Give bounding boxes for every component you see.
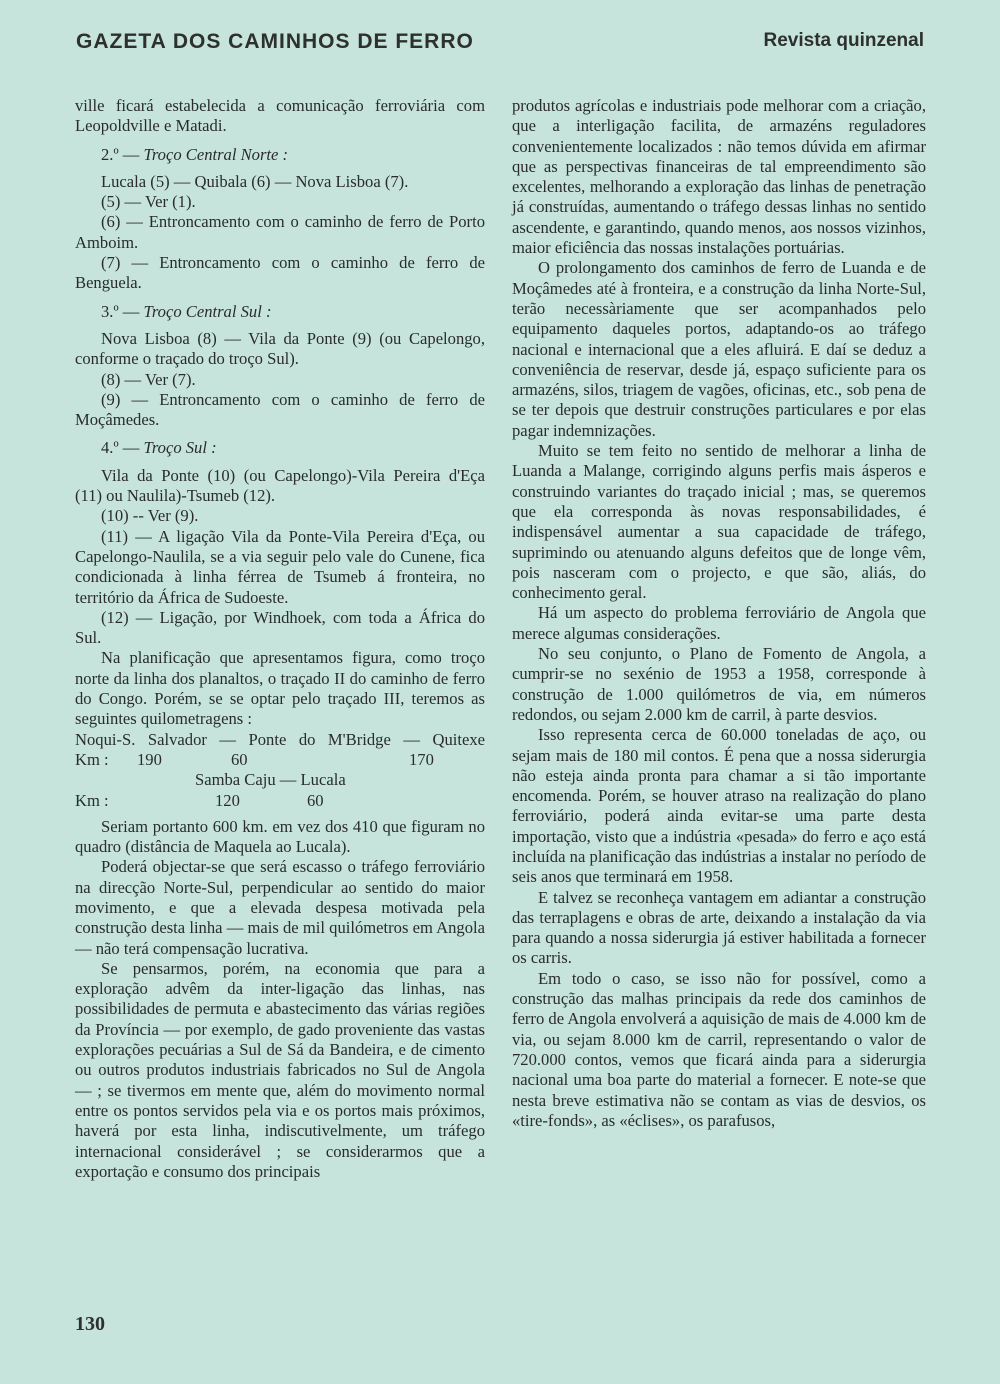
section-number: 3.º — (101, 301, 140, 321)
journal-title: GAZETA DOS CAMINHOS DE FERRO (76, 30, 474, 53)
km-value: 120 (215, 790, 240, 810)
paragraph: E talvez se reconheça vantagem em adiantar a construção das terraplagens e obras de arte, deixando a instalação da via para quando a nossa siderurgia já estiver habilitada a fornecer os carris. (512, 887, 926, 968)
section-title: Troço Central Norte : (143, 144, 289, 164)
route-line: Samba Caju — Lucala (195, 770, 346, 790)
section-heading-4 (75, 438, 485, 458)
list-line: (8) — Ver (7). (101, 369, 196, 389)
km-label: Km : (75, 790, 109, 810)
km-row (75, 750, 485, 770)
paragraph: O prolongamento dos caminhos de ferro de Luanda e de Moçâmedes até à fronteira, e a construção da linha Norte-Sul, terão necessàriamente que ser acompanhados pelo equipamento daqueles portos, adaptando-os ao tráfego nacional e internacional que a eles afluirá. E daí se deduz a conveniência de reservar, desde já, espaço suficiente para os armazéns, silos, triagem de vagões, oficinas, etc., sob pena de se ter depois que destruir construções particulares e por elas pagar indemnizações. (512, 258, 926, 440)
section-title: Troço Central Sul : (143, 301, 272, 321)
list-line: Nova Lisboa (8) — Vila da Ponte (9) (ou Capelongo, conforme o traçado do troço Sul). (75, 328, 485, 369)
paragraph: produtos agrícolas e industriais pode melhorar com a criação, que a interligação facilita, de armazéns reguladores convenientemente localizados : não temos dúvida em afirmar que as perspectivas financeiras de tal empreendimento são excelentes, melhorando a exploração das linhas de penetração já construídas, aumentando o tráfego dessas linhas no sentido ascendente, e garantindo, quando menos, aos nossos vizinhos, maior eficiência das nossas instalações portuárias. (512, 96, 926, 258)
route-line: Noqui-S. Salvador — Ponte do M'Bridge — Quitexe (75, 729, 485, 749)
paragraph: Muito se tem feito no sentido de melhorar a linha de Luanda a Malange, corrigindo alguns perfis mais ásperos e construindo variantes do traçado inicial ; mas, se queremos que ela corresponda às novas responsabilidades, é indispensável aumentar a sua capacidade de tráfego, suprimindo ou atenuando alguns defeitos que de longe vêm, pois nasceram com o projecto, e que são, aliás, do conhecimento geral. (512, 441, 926, 603)
section-number: 2.º — (101, 144, 140, 164)
list-line: Vila da Ponte (10) (ou Capelongo)-Vila Pereira d'Eça (11) ou Naulila)-Tsumeb (12). (75, 465, 485, 506)
paragraph: Isso representa cerca de 60.000 toneladas de aço, ou sejam mais de 180 mil contos. É pena que a nossa siderurgia não esteja ainda pronta para chamar a si tão importante encomenda. Porém, se houver atraso na realização do plano ferroviário, poderá ainda evitar-se uma parte desta importação, visto que a indústria «pesada» do ferro e aço está incluída na planificação das indústrias a instalar no período de seis anos que terminará em 1958. (512, 725, 926, 887)
km-value: 170 (409, 749, 434, 769)
paragraph: Há um aspecto do problema ferroviário de Angola que merece algumas considerações. (512, 603, 926, 643)
paragraph: Na planificação que apresentamos figura, como troço norte da linha dos planaltos, o traçado II do caminho de ferro do Congo. Porém, se se optar pelo traçado III, teremos as seguintes quilometragens : (75, 648, 485, 729)
paragraph: Se pensarmos, porém, na economia que para a exploração advêm da inter-ligação das linhas, nas possibilidades de permuta e abastecimento das várias regiões da Província — por exemplo, de gado proveniente das vastas explorações pecuárias a Sul de Sá da Bandeira, e de cimento ou outros produtos industriais fabricados no Sul de Angola — ; se tivermos em mente que, além do movimento normal entre os pontos servidos pela via e os portos mais próximos, haverá por esta linha, indiscutivelmente, um tráfego internacional considerável ; se considerarmos que a exportação e consumo dos principais (75, 958, 485, 1181)
page-number: 130 (75, 1313, 105, 1335)
paragraph: Poderá objectar-se que será escasso o tráfego ferroviário na direcção Norte-Sul, perpendicular ao sentido do maior movimento, e que a elevada despesa motivada pela construção desta linha — mais de mil quilómetros em Angola — não terá compensação lucrativa. (75, 857, 485, 958)
list-line: (11) — A ligação Vila da Ponte-Vila Pereira d'Eça, ou Capelongo-Naulila, se a via seguir pelo vale do Cunene, fica condicionada à linha férrea de Tsumeb á fronteira, no território da África de Sudoeste. (75, 526, 485, 607)
list-line: (10) -- Ver (9). (101, 506, 199, 526)
paragraph: Seriam portanto 600 km. em vez dos 410 que figuram no quadro (distância de Maquela ao Lucala). (75, 816, 485, 857)
paragraph: ville ficará estabelecida a comunicação ferroviária com Leopoldville e Matadi. (75, 96, 485, 136)
km-value: 190 (137, 749, 162, 769)
journal-subtitle: Revista quinzenal (763, 30, 924, 51)
list-line: (6) — Entroncamento com o caminho de ferro de Porto Amboim. (75, 212, 485, 252)
list-line: Lucala (5) — Quibala (6) — Nova Lisboa (7). (101, 171, 409, 191)
list-line: (12) — Ligação, por Windhoek, com toda a África do Sul. (75, 607, 485, 648)
section-heading-3 (75, 302, 485, 322)
section-title: Troço Sul : (143, 438, 217, 458)
km-row (75, 791, 485, 811)
paragraph: No seu conjunto, o Plano de Fomento de Angola, a cumprir-se no sexénio de 1953 a 1958, corresponde à construção de 1.000 quilómetros de via, em números redondos, ou sejam 2.000 km de carril, à parte desvios. (512, 644, 926, 724)
distance-table (75, 730, 485, 811)
km-value: 60 (231, 749, 248, 769)
left-column (75, 96, 485, 1182)
list-line: (7) — Entroncamento com o caminho de ferro de Benguela. (75, 253, 485, 293)
section-number: 4.º — (101, 438, 140, 458)
list-line: (9) — Entroncamento com o caminho de ferro de Moçâmedes. (75, 389, 485, 430)
right-column (512, 96, 926, 1131)
list-line: (5) — Ver (1). (101, 192, 196, 212)
section-heading-2 (75, 145, 485, 165)
km-value: 60 (307, 790, 324, 810)
paragraph: Em todo o caso, se isso não for possível, como a construção das malhas principais da rede dos caminhos de ferro de Angola envolverá a aquisição de mais de 4.000 km de via, ou sejam 8.000 km de carril, representando o valor de 720.000 contos, vemos que ficará ainda para a siderurgia nacional uma boa parte do material a fornecer. E note-se que nesta breve estimativa não se contam as vias de desvios, os «tire-fonds», as «éclises», os parafusos, (512, 968, 926, 1130)
km-label: Km : (75, 749, 109, 769)
